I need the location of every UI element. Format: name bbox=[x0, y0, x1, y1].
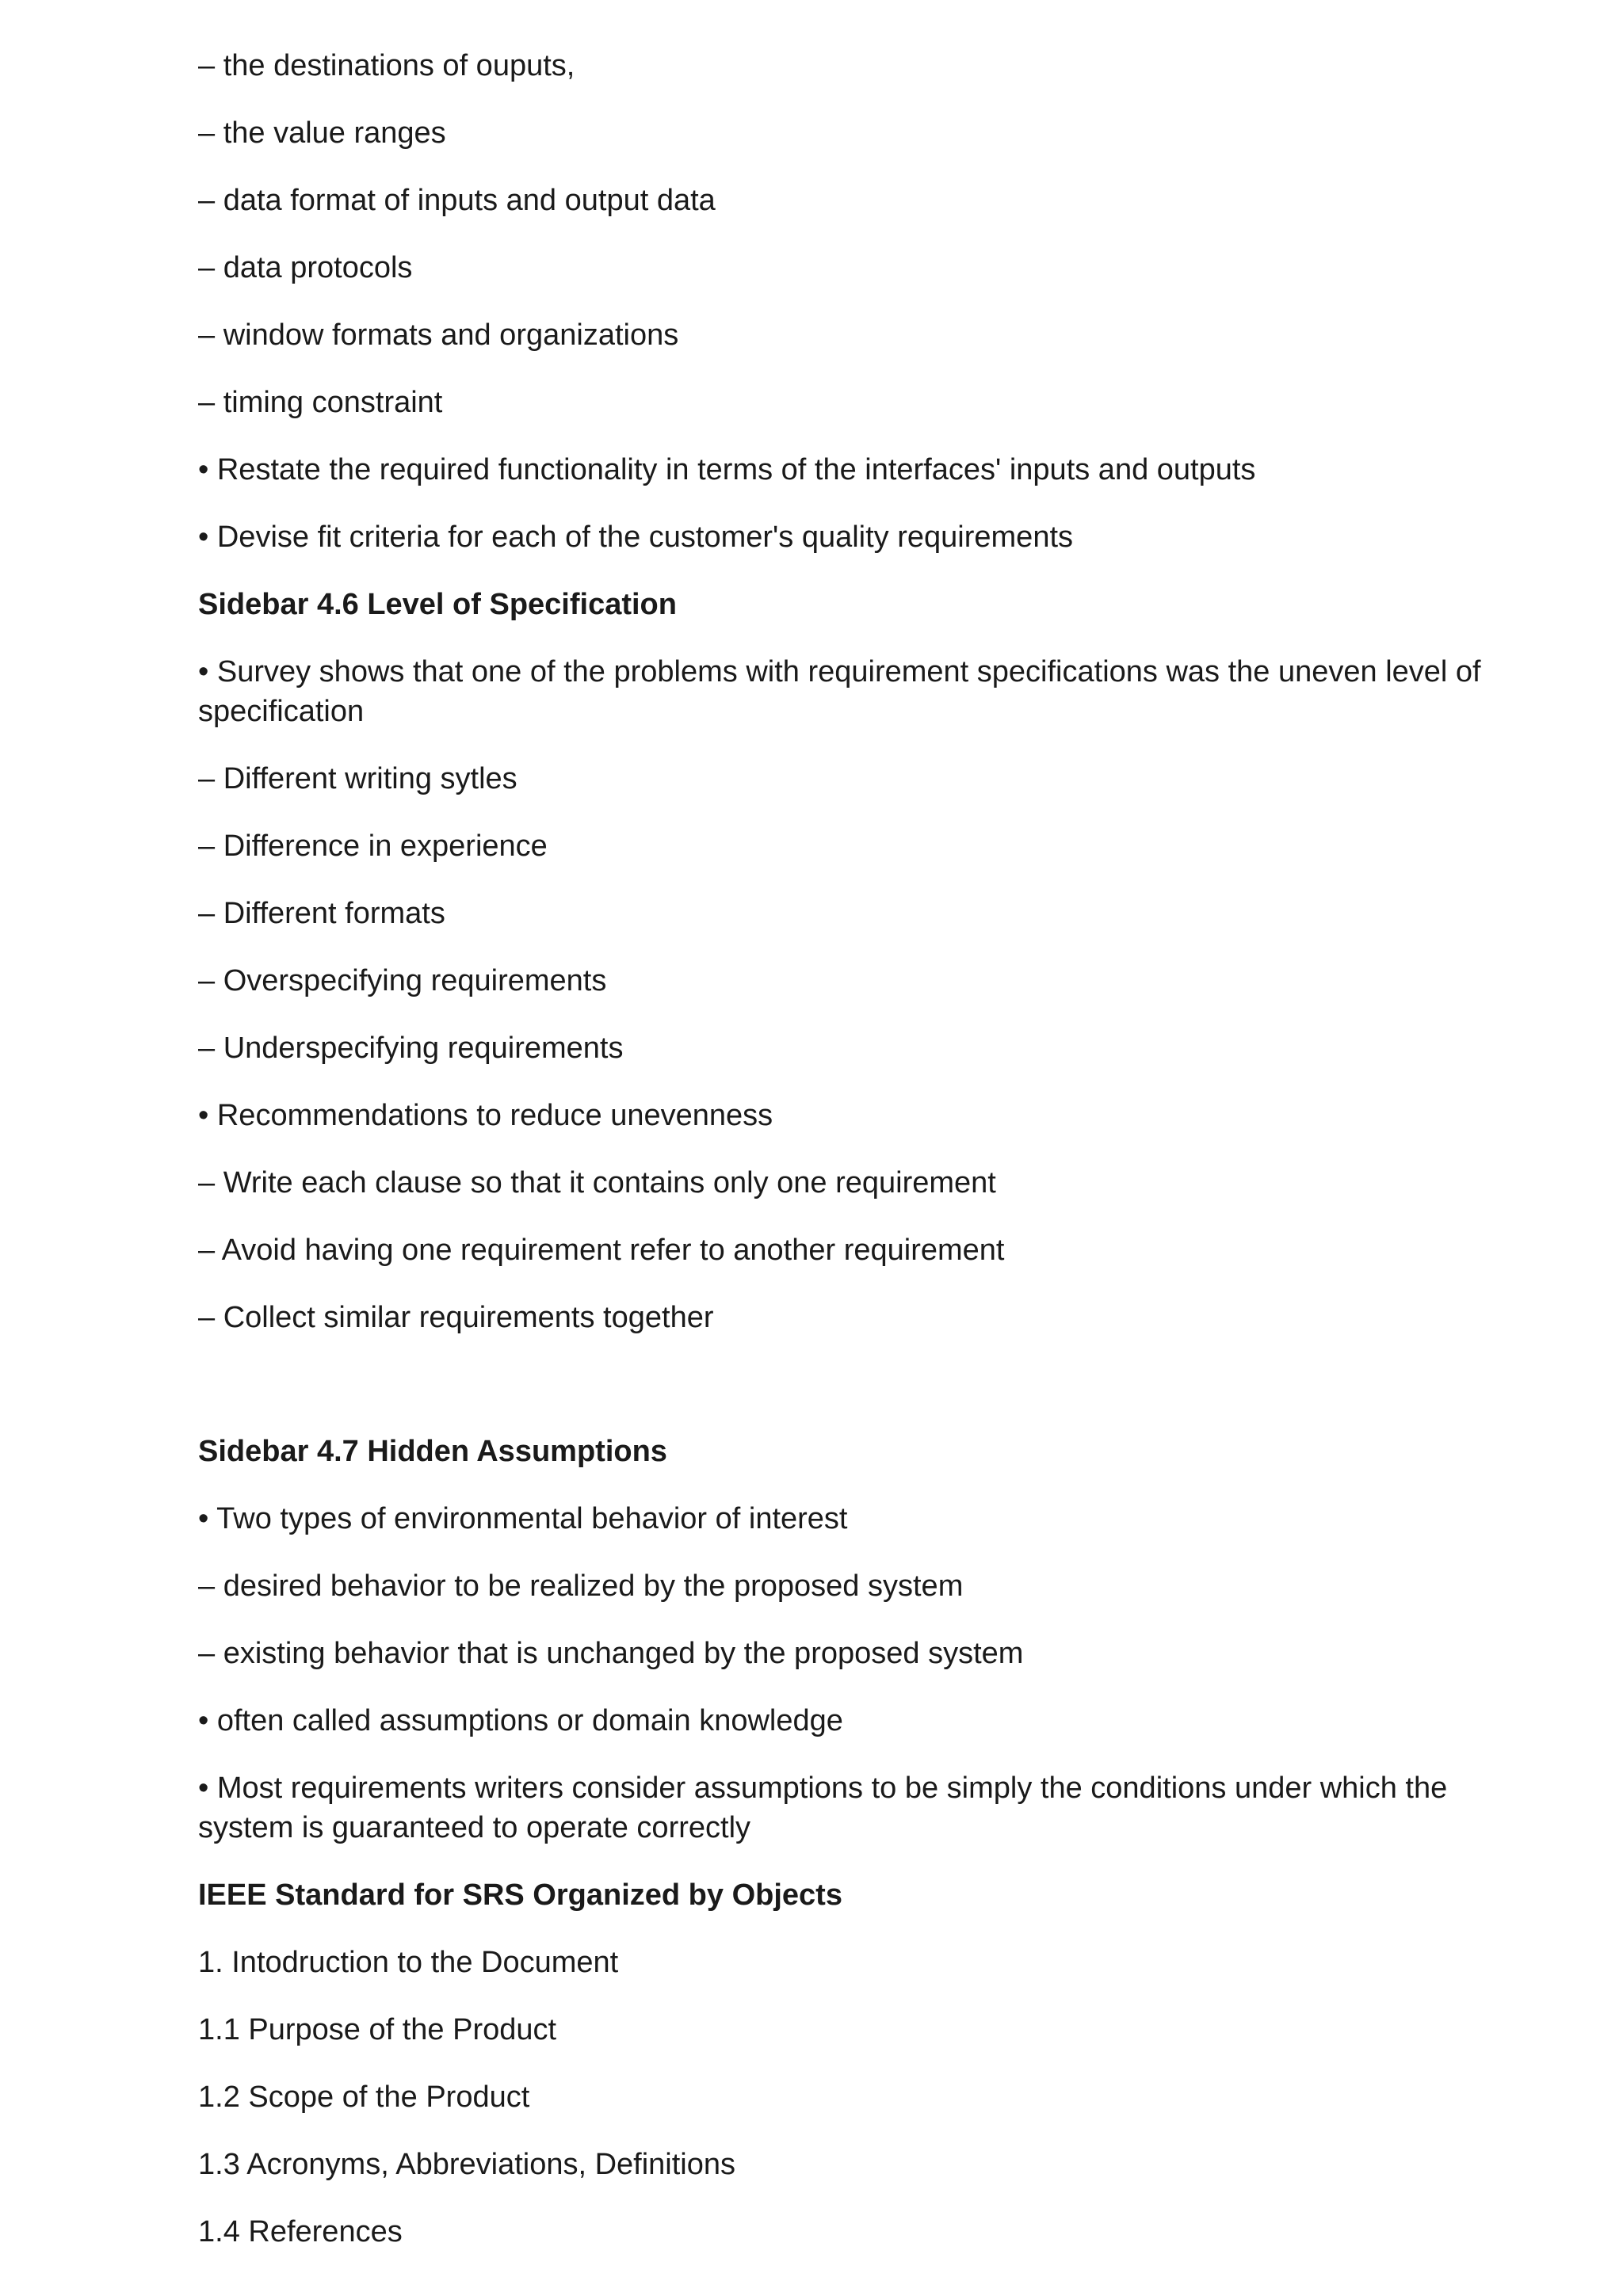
list-item: • Devise fit criteria for each of the customer's quality requirements bbox=[198, 521, 1074, 554]
list-item: • Survey shows that one of the problems with requirement specifications was the uneven level of specification bbox=[198, 655, 1481, 728]
list-item: – Different writing sytles bbox=[198, 762, 517, 795]
list-item: – the destinations of ouputs, bbox=[198, 49, 575, 82]
section-heading: Sidebar 4.6 Level of Specification bbox=[198, 588, 677, 621]
list-item: • Two types of environmental behavior of interest bbox=[198, 1502, 848, 1535]
list-item: 1.4 References bbox=[198, 2215, 403, 2248]
list-item: – Avoid having one requirement refer to another requirement bbox=[198, 1234, 1005, 1267]
list-item: 1. Intodruction to the Document bbox=[198, 1946, 619, 1979]
list-item: • Restate the required functionality in terms of the interfaces' inputs and outputs bbox=[198, 453, 1256, 486]
list-item: 1.1 Purpose of the Product bbox=[198, 2013, 557, 2046]
list-item: – the value ranges bbox=[198, 116, 446, 150]
list-item: – Write each clause so that it contains only one requirement bbox=[198, 1166, 996, 1199]
list-item: – desired behavior to be realized by the proposed system bbox=[198, 1569, 964, 1603]
list-item: – data protocols bbox=[198, 251, 413, 284]
list-item: – data format of inputs and output data bbox=[198, 184, 716, 217]
list-item: 1.2 Scope of the Product bbox=[198, 2081, 530, 2114]
section-heading: Sidebar 4.7 Hidden Assumptions bbox=[198, 1435, 667, 1468]
list-item: – Difference in experience bbox=[198, 830, 548, 863]
list-item: – Overspecifying requirements bbox=[198, 964, 607, 997]
list-item: – timing constraint bbox=[198, 386, 443, 419]
list-item: – window formats and organizations bbox=[198, 318, 679, 352]
list-item: – Different formats bbox=[198, 897, 445, 930]
section-heading: IEEE Standard for SRS Organized by Objects bbox=[198, 1878, 842, 1912]
list-item: 1.3 Acronyms, Abbreviations, Definitions bbox=[198, 2148, 736, 2181]
list-item: • Recommendations to reduce unevenness bbox=[198, 1099, 773, 1132]
list-item: • often called assumptions or domain knowledge bbox=[198, 1704, 843, 1737]
list-item: • Most requirements writers consider assumptions to be simply the conditions under which the system is guaranteed to operate correctly bbox=[198, 1772, 1448, 1844]
list-item: – Collect similar requirements together bbox=[198, 1301, 714, 1334]
list-item: – Underspecifying requirements bbox=[198, 1032, 624, 1065]
section-spacer bbox=[198, 1365, 1498, 1432]
list-item: – existing behavior that is unchanged by the proposed system bbox=[198, 1637, 1024, 1670]
document-page bbox=[198, 46, 1498, 2279]
